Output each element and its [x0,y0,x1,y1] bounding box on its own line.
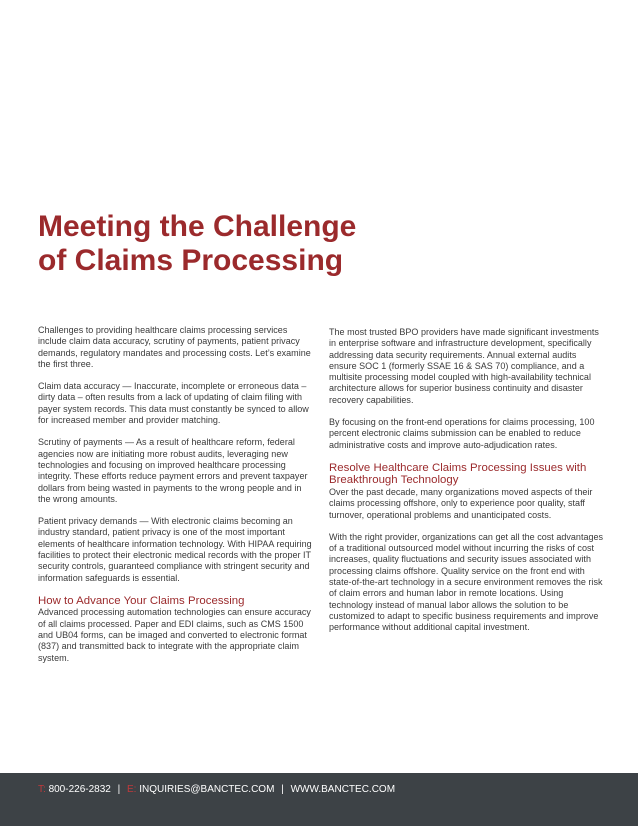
email-link[interactable]: INQUIRIES@BANCTEC.COM [139,784,275,795]
automation-paragraph: Advanced processing automation technologies can ensure accuracy of all claims processed. Paper and EDI claims, such as CMS 1500 and UB04 forms, can be imaged and converted to electronic format (837) and transmitted back to integrate with the appropriate claim system. [38,607,311,663]
page-title-line-1: Meeting the Challenge [38,210,357,243]
footer-separator: | [281,784,284,795]
phone-number[interactable]: 800-226-2832 [48,784,111,795]
intro-paragraph: Challenges to providing healthcare claims processing services include claim data accuracy, scrutiny of payments, patient privacy demands, regulatory mandates and processing costs. Let’s examine the first three. [38,325,311,369]
email-label: E: [127,784,137,795]
offshore-paragraph: Over the past decade, many organizations moved aspects of their claims processing offshore, only to experience poor quality, staff turnover, operational problems and unanticipated costs. [329,486,593,520]
footer-separator: | [117,784,121,795]
left-column [38,325,316,675]
claim-data-accuracy-paragraph: Claim data accuracy — Inaccurate, incomplete or erroneous data – dirty data – often results from a lack of updating of claim filing with payer system records. This data must constantly be synced to allow for increased member and provider matching. [38,381,309,426]
right-provider-paragraph: With the right provider, organizations can get all the cost advantages of a traditional outsourced model without incurring the risks of cost increases, quality fluctuations and security issues associated with processing claims offshore. Quality service on the front end with state-of-the-art technology in a secure environment removes the risk of claim errors and human labor in remote locations. Using technology instead of manual labor allows the solution to be customized to adapt to specific business requirements and improve performance without additional capital investment. [329,531,604,633]
front-end-operations-paragraph: By focusing on the front-end operations for claims processing, 100 percent electronic claims submission can be enabled to reduce administrative costs and improve auto-adjudication rates. [329,417,595,450]
section-heading-advance-claims: How to Advance Your Claims Processing [38,594,245,607]
patient-privacy-paragraph: Patient privacy demands — With electronic claims becoming an industry standard, patient privacy is one of the most important elements of healthcare information technology. With HIPAA requiring facilities to protect their electronic medical records with the proper IT security controls, guaranteed compliance with stringent security and information safeguards is essential. [38,516,312,583]
footer-contact [38,783,395,797]
page-title-line-2: of Claims Processing [38,244,344,277]
page-title [38,210,598,278]
right-column [329,327,605,645]
footer-bar [0,773,638,826]
bpo-providers-paragraph: The most trusted BPO providers have made significant investments in enterprise software and infrastructure development, specifically addressing data security requirements. Annual external audits ensure SOC 1 (formerly SSAE 16 & SAS 70) compliance, and a multisite processing model coupled with high-availability technical architecture allows for superior business continuity and disaster recovery capabilities. [329,327,599,405]
section-heading-breakthrough-technology: Resolve Healthcare Claims Processing Issues with Breakthrough Technology [329,461,587,487]
scrutiny-of-payments-paragraph: Scrutiny of payments — As a result of healthcare reform, federal agencies now are initiating more robust audits, leveraging new technologies and focusing on improved healthcare processing integrity. These efforts reduce payment errors and prevent taxpayer dollars from being wasted in payments to the wrong people and in the wrong amounts. [38,437,308,504]
phone-label: T: [38,784,46,795]
website-link[interactable]: WWW.BANCTEC.COM [290,784,396,795]
